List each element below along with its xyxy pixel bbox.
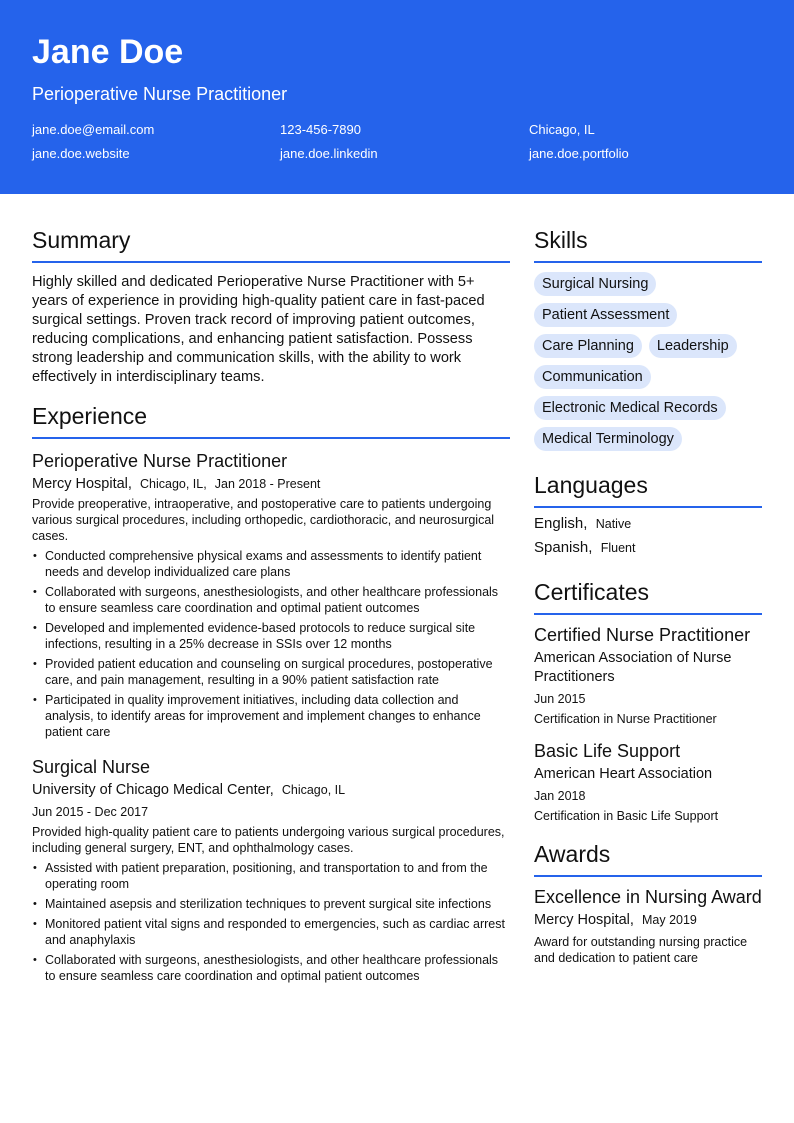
contact-portfolio[interactable]: jane.doe.portfolio [529, 146, 629, 161]
skill-tag: Leadership [649, 334, 737, 358]
skill-tag: Surgical Nursing [534, 272, 656, 296]
job-dates: Jun 2015 - Dec 2017 [32, 805, 149, 819]
job-bullet: • Conducted comprehensive physical exams and assessments to identify patient needs and develop individualized care plans [32, 548, 510, 580]
certificates-heading: Certificates [534, 578, 762, 615]
job-bullet: • Participated in quality improvement initiatives, including data collection and analysis, to identify areas for improvement and implement changes to enhance patient care [32, 692, 510, 740]
job-bullet: • Assisted with patient preparation, positioning, and transportation to and from the operating room [32, 860, 510, 892]
job-bullet: • Collaborated with surgeons, anesthesiologists, and other healthcare professionals to ensure seamless care coordination and optimal patient outcomes [32, 584, 510, 616]
skill-tag: Care Planning [534, 334, 642, 358]
award-meta [534, 911, 762, 930]
job-role: Perioperative Nurse Practitioner [32, 451, 288, 471]
awards-heading: Awards [534, 840, 762, 877]
language-item [534, 514, 762, 534]
contact-website[interactable]: jane.doe.website [32, 146, 130, 161]
candidate-title: Perioperative Nurse Practitioner [32, 84, 288, 104]
job-description: Provide preoperative, intraoperative, and postoperative care to patients undergoing various surgical procedures, including orthopedic, cardiothoracic, and neurosurgical cases. [32, 497, 495, 543]
certificate-description: Certification in Basic Life Support [534, 809, 719, 823]
job-employer: University of Chicago Medical Center, [32, 782, 274, 798]
skills-list [534, 272, 762, 451]
award-date: May 2019 [641, 913, 697, 927]
language-level: Native [595, 517, 632, 531]
contact-linkedin[interactable]: jane.doe.linkedin [280, 146, 378, 161]
skills-section [534, 226, 762, 451]
skill-tag: Communication [534, 365, 651, 389]
certificate-entry [534, 623, 762, 727]
experience-heading: Experience [32, 402, 510, 439]
job-meta [32, 781, 510, 799]
certificate-date: Jun 2015 [534, 692, 586, 706]
job-dates: Jan 2018 - Present [214, 477, 321, 491]
certificate-org: American Heart Association [534, 766, 713, 782]
job-meta [32, 475, 510, 493]
languages-section [534, 471, 762, 558]
job-description: Provided high-quality patient care to patients undergoing various surgical procedures, including general surgery, ENT, and ophthalmology cases. [32, 825, 505, 855]
language-level: Fluent [600, 541, 636, 555]
contact-location: Chicago, IL [529, 122, 595, 137]
job-role: Surgical Nurse [32, 757, 151, 777]
summary-section [32, 226, 510, 387]
job-bullets [32, 860, 510, 984]
award-description: Award for outstanding nursing practice and dedication to patient care [534, 935, 748, 965]
certificate-name: Basic Life Support [534, 741, 681, 761]
certificate-org: American Association of Nurse Practitioners [534, 650, 732, 685]
job-entry [32, 756, 510, 984]
job-bullet: • Provided patient education and counseling on surgical procedures, postoperative care, and pain management, resulting in a 90% patient satisfaction rate [32, 656, 510, 688]
award-name: Excellence in Nursing Award [534, 887, 762, 907]
job-entry [32, 450, 510, 740]
job-bullet: • Collaborated with surgeons, anesthesiologists, and other healthcare professionals to ensure seamless care coordination and optimal patient outcomes [32, 952, 510, 984]
certificate-name: Certified Nurse Practitioner [534, 625, 751, 645]
skill-tag: Medical Terminology [534, 427, 682, 451]
resume-header [0, 0, 794, 194]
language-item [534, 538, 762, 558]
award-org: Mercy Hospital, [534, 912, 634, 928]
languages-heading: Languages [534, 471, 762, 508]
candidate-name: Jane Doe [32, 33, 184, 71]
side-column [534, 226, 762, 966]
certificate-description: Certification in Nurse Practitioner [534, 712, 717, 726]
language-name: Spanish, [534, 539, 593, 556]
summary-text: Highly skilled and dedicated Perioperative Nurse Practitioner with 5+ years of experience in providing high-quality patient care in fast-paced surgical settings. Proven track record of improving patient outcomes, reducing complications, and enhancing patient satisfaction. Possess strong leadership and communication skills, with the ability to work effectively in interdisciplinary teams. [32, 274, 485, 385]
job-location: Chicago, IL [281, 783, 346, 797]
certificate-date: Jan 2018 [534, 789, 586, 803]
skills-heading: Skills [534, 226, 762, 263]
main-column [32, 226, 510, 988]
summary-heading: Summary [32, 226, 510, 263]
awards-section [534, 840, 762, 966]
job-bullets [32, 548, 510, 740]
job-bullet: • Maintained asepsis and sterilization techniques to prevent surgical site infections [32, 896, 510, 912]
job-location: Chicago, IL, [139, 477, 207, 491]
job-bullet: • Monitored patient vital signs and responded to emergencies, such as cardiac arrest and anaphylaxis [32, 916, 510, 948]
certificate-entry [534, 739, 762, 824]
certificates-section [534, 578, 762, 824]
job-bullet: • Developed and implemented evidence-based protocols to reduce surgical site infections, resulting in a 25% decrease in SSIs over 12 months [32, 620, 510, 652]
award-entry [534, 885, 762, 966]
contact-phone[interactable]: 123-456-7890 [280, 122, 361, 137]
contact-email[interactable]: jane.doe@email.com [32, 122, 155, 137]
experience-section [32, 402, 510, 984]
skill-tag: Patient Assessment [534, 303, 677, 327]
languages-list [534, 514, 762, 558]
skill-tag: Electronic Medical Records [534, 396, 726, 420]
job-employer: Mercy Hospital, [32, 476, 132, 492]
language-name: English, [534, 515, 588, 532]
